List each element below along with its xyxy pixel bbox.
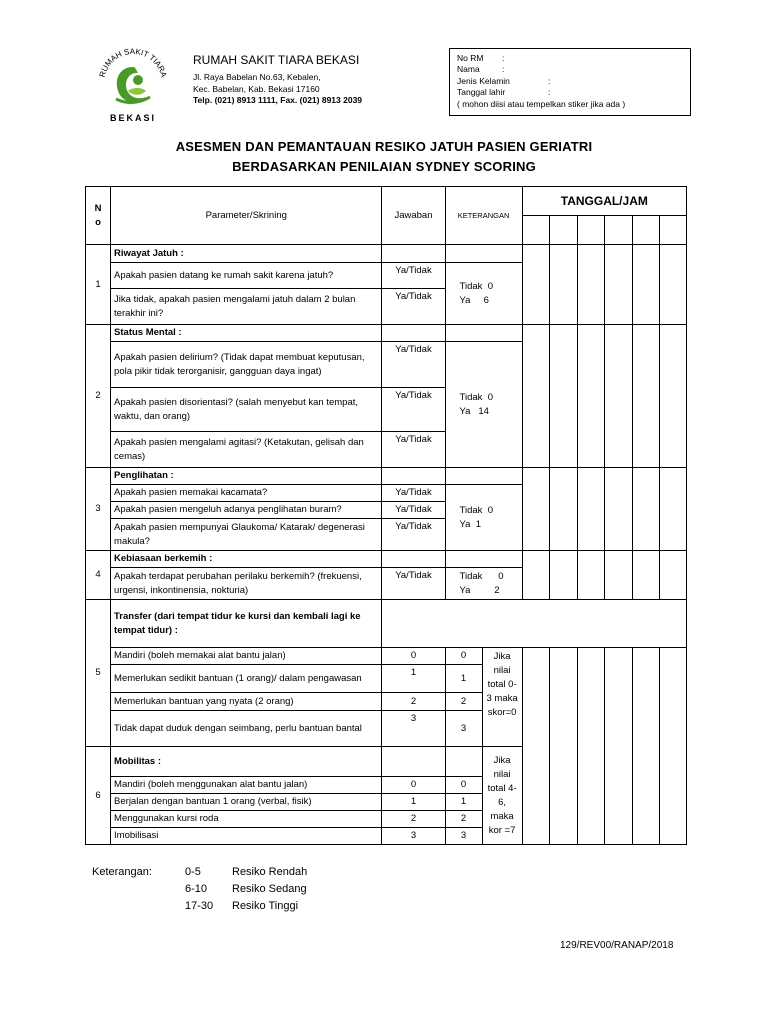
no-rm-label: No RM: [457, 53, 484, 63]
score-cell[interactable]: [522, 325, 549, 468]
section-4-title: Kebiasaan berkemih :: [111, 551, 382, 568]
blank-cell: [382, 747, 445, 777]
blank-cell: [382, 468, 445, 485]
section-3-keterangan: Tidak 0 Ya 1: [445, 485, 522, 551]
section-1-title: Riwayat Jatuh :: [111, 245, 382, 263]
legend-range-medium: 6-10: [185, 883, 208, 895]
score-cell[interactable]: [659, 325, 686, 468]
no-rm-colon: :: [502, 53, 505, 63]
score-cell[interactable]: [522, 468, 549, 551]
score-cell[interactable]: [659, 648, 686, 845]
col-keterangan-header: KETERANGAN: [445, 187, 522, 245]
score-value: 2: [382, 811, 445, 828]
section-5-title: Transfer (dari tempat tidur ke kursi dan kembali lagi ke tempat tidur) :: [111, 600, 382, 648]
score-value: 3: [382, 828, 445, 845]
hospital-address-2: Kec. Babelan, Kab. Bekasi 17160: [193, 84, 320, 94]
section-2-title: Status Mental :: [111, 325, 382, 342]
score-cell[interactable]: [604, 325, 632, 468]
hospital-address-1: Jl. Raya Babelan No.63, Kebalen,: [193, 72, 321, 82]
legend-label: Keterangan:: [92, 866, 152, 878]
score-cell[interactable]: [632, 245, 659, 325]
blank-cell: [445, 325, 522, 342]
section-5-row-3: Memerlukan bantuan yang nyata (2 orang): [111, 693, 382, 711]
section-5-row-2: Memerlukan sedikit bantuan (1 orang)/ dalam pengawasan: [111, 665, 382, 693]
score-cell[interactable]: [604, 245, 632, 325]
section-3-q1: Apakah pasien memakai kacamata?: [111, 485, 382, 502]
score-value: 0: [445, 648, 482, 665]
score-cell[interactable]: [522, 245, 549, 325]
section-3-q3: Apakah pasien mempunyai Glaukoma/ Katarak/ degenerasi makula?: [111, 519, 382, 551]
answer-cell[interactable]: Ya/Tidak: [382, 519, 445, 551]
answer-cell[interactable]: Ya/Tidak: [382, 502, 445, 519]
section-3-no: 3: [86, 468, 111, 551]
score-cell[interactable]: [549, 648, 577, 845]
nama-label: Nama: [457, 64, 480, 74]
blank-cell: [382, 551, 445, 568]
score-cell[interactable]: [522, 648, 549, 845]
score-value: 3: [382, 711, 445, 747]
hospital-logo: [92, 47, 174, 125]
section-2-keterangan: Tidak 0 Ya 14: [445, 342, 522, 468]
section-6-no: 6: [86, 747, 111, 845]
section-2-q3: Apakah pasien mengalami agitasi? (Ketakutan, gelisah dan cemas): [111, 432, 382, 468]
blank-cell: [445, 245, 522, 263]
hospital-phone: Telp. (021) 8913 1111, Fax. (021) 8913 2039: [193, 95, 363, 105]
answer-cell[interactable]: Ya/Tidak: [382, 432, 445, 468]
score-cell[interactable]: [549, 551, 577, 600]
score-cell[interactable]: [577, 245, 604, 325]
date-cell[interactable]: [577, 216, 604, 245]
logo-text-top: RUMAH SAKIT TIARA: [97, 47, 169, 79]
date-cell[interactable]: [604, 216, 632, 245]
answer-cell[interactable]: Ya/Tidak: [382, 568, 445, 600]
answer-cell[interactable]: Ya/Tidak: [382, 485, 445, 502]
score-cell[interactable]: [632, 468, 659, 551]
jenis-kelamin-colon: :: [548, 76, 551, 86]
jenis-kelamin-label: Jenis Kelamin: [457, 76, 510, 86]
score-cell[interactable]: [632, 325, 659, 468]
score-value: 2: [382, 693, 445, 711]
score-cell[interactable]: [549, 325, 577, 468]
answer-cell[interactable]: Ya/Tidak: [382, 263, 445, 289]
section-2-no: 2: [86, 325, 111, 468]
svg-text:RUMAH SAKIT TIARA: [98, 47, 169, 79]
score-value: 0: [382, 777, 445, 794]
score-value: 1: [445, 665, 482, 693]
sydney-scoring-table: [85, 186, 687, 845]
blank-cell: [445, 468, 522, 485]
section-5-row-1: Mandiri (boleh memakai alat bantu jalan): [111, 648, 382, 665]
form-title-line-2: BERDASARKAN PENILAIAN SYDNEY SCORING: [232, 159, 536, 174]
score-cell[interactable]: [632, 648, 659, 845]
score-cell[interactable]: [604, 468, 632, 551]
score-value: 2: [445, 811, 482, 828]
score-value: 1: [382, 794, 445, 811]
blank-cell: [382, 600, 687, 648]
section-3-title: Penglihatan :: [111, 468, 382, 485]
score-cell[interactable]: [549, 245, 577, 325]
section-6-row-3: Menggunakan kursi roda: [111, 811, 382, 828]
score-value: 1: [445, 794, 482, 811]
col-no-header: N o: [86, 187, 111, 245]
answer-cell[interactable]: Ya/Tidak: [382, 388, 445, 432]
section-6-row-2: Berjalan dengan bantuan 1 orang (verbal, fisik): [111, 794, 382, 811]
section-1-q2: Jika tidak, apakah pasien mengalami jatuh dalam 2 bulan terakhir ini?: [111, 289, 382, 325]
score-cell[interactable]: [522, 551, 549, 600]
col-tanggal-header: TANGGAL/JAM: [522, 187, 686, 216]
rule-mobility: Jika nilai total 4-6, maka kor =7: [482, 747, 522, 845]
section-3-q2: Apakah pasien mengeluh adanya penglihatan buram?: [111, 502, 382, 519]
section-1-no: 1: [86, 245, 111, 325]
score-value: 2: [445, 693, 482, 711]
patient-id-box[interactable]: [449, 48, 691, 116]
blank-cell: [445, 551, 522, 568]
rule-transfer-mobility: Jika nilai total 0-3 maka skor=0: [482, 648, 522, 747]
section-1-keterangan: Tidak 0 Ya 6: [445, 263, 522, 325]
document-number: 129/REV00/RANAP/2018: [560, 940, 674, 951]
blank-cell: [382, 325, 445, 342]
score-cell[interactable]: [632, 551, 659, 600]
legend-range-high: 17-30: [185, 900, 214, 912]
sticker-note: ( mohon diisi atau tempelkan stiker jika ada ): [457, 99, 626, 109]
legend-text-high: Resiko Tinggi: [232, 900, 299, 912]
answer-cell[interactable]: Ya/Tidak: [382, 289, 445, 325]
score-cell[interactable]: [604, 648, 632, 845]
score-cell[interactable]: [577, 468, 604, 551]
score-value: 1: [382, 665, 445, 693]
section-4-q1: Apakah terdapat perubahan perilaku berkemih? (frekuensi, urgensi, inkontinensia, nokturia): [111, 568, 382, 600]
section-6-title: Mobilitas :: [111, 747, 382, 777]
score-cell[interactable]: [577, 648, 604, 845]
col-parameter-header: Parameter/Skrining: [111, 187, 382, 245]
score-value: 3: [445, 711, 482, 747]
score-cell[interactable]: [549, 468, 577, 551]
score-cell[interactable]: [659, 468, 686, 551]
col-jawaban-header: Jawaban: [382, 187, 445, 245]
legend-range-low: 0-5: [185, 866, 201, 878]
section-6-row-4: Imobilisasi: [111, 828, 382, 845]
blank-cell: [382, 245, 445, 263]
legend-text-low: Resiko Rendah: [232, 866, 308, 878]
score-value: 3: [445, 828, 482, 845]
score-cell[interactable]: [577, 551, 604, 600]
blank-cell: [445, 747, 482, 777]
section-4-no: 4: [86, 551, 111, 600]
section-2-q1: Apakah pasien delirium? (Tidak dapat membuat keputusan, pola pikir tidak terorganisir, gangguan daya ingat): [111, 342, 382, 388]
score-value: 0: [382, 648, 445, 665]
legend-text-medium: Resiko Sedang: [232, 883, 307, 895]
nama-colon: :: [502, 64, 505, 74]
section-5-row-4: Tidak dapat duduk dengan seimbang, perlu bantuan bantal: [111, 711, 382, 747]
date-cell[interactable]: [549, 216, 577, 245]
date-cell[interactable]: [522, 216, 549, 245]
form-title-line-1: ASESMEN DAN PEMANTAUAN RESIKO JATUH PASIEN GERIATRI: [175, 139, 593, 154]
score-cell[interactable]: [659, 245, 686, 325]
section-6-row-1: Mandiri (boleh menggunakan alat bantu jalan): [111, 777, 382, 794]
score-cell[interactable]: [577, 325, 604, 468]
section-4-keterangan: Tidak 0 Ya 2: [445, 568, 522, 600]
date-cell[interactable]: [659, 216, 686, 245]
section-5-no: 5: [86, 600, 111, 747]
logo-text-bottom: BEKASI: [109, 113, 157, 123]
tanggal-lahir-colon: :: [548, 87, 551, 97]
score-value: 0: [445, 777, 482, 794]
date-cell[interactable]: [632, 216, 659, 245]
section-2-q2: Apakah pasien disorientasi? (salah menyebut kan tempat, waktu, dan orang): [111, 388, 382, 432]
hospital-name: RUMAH SAKIT TIARA BEKASI: [193, 53, 360, 67]
score-cell[interactable]: [604, 551, 632, 600]
score-cell[interactable]: [659, 551, 686, 600]
answer-cell[interactable]: Ya/Tidak: [382, 342, 445, 388]
tanggal-lahir-label: Tanggal lahir: [457, 87, 506, 97]
section-1-q1: Apakah pasien datang ke rumah sakit karena jatuh?: [111, 263, 382, 289]
